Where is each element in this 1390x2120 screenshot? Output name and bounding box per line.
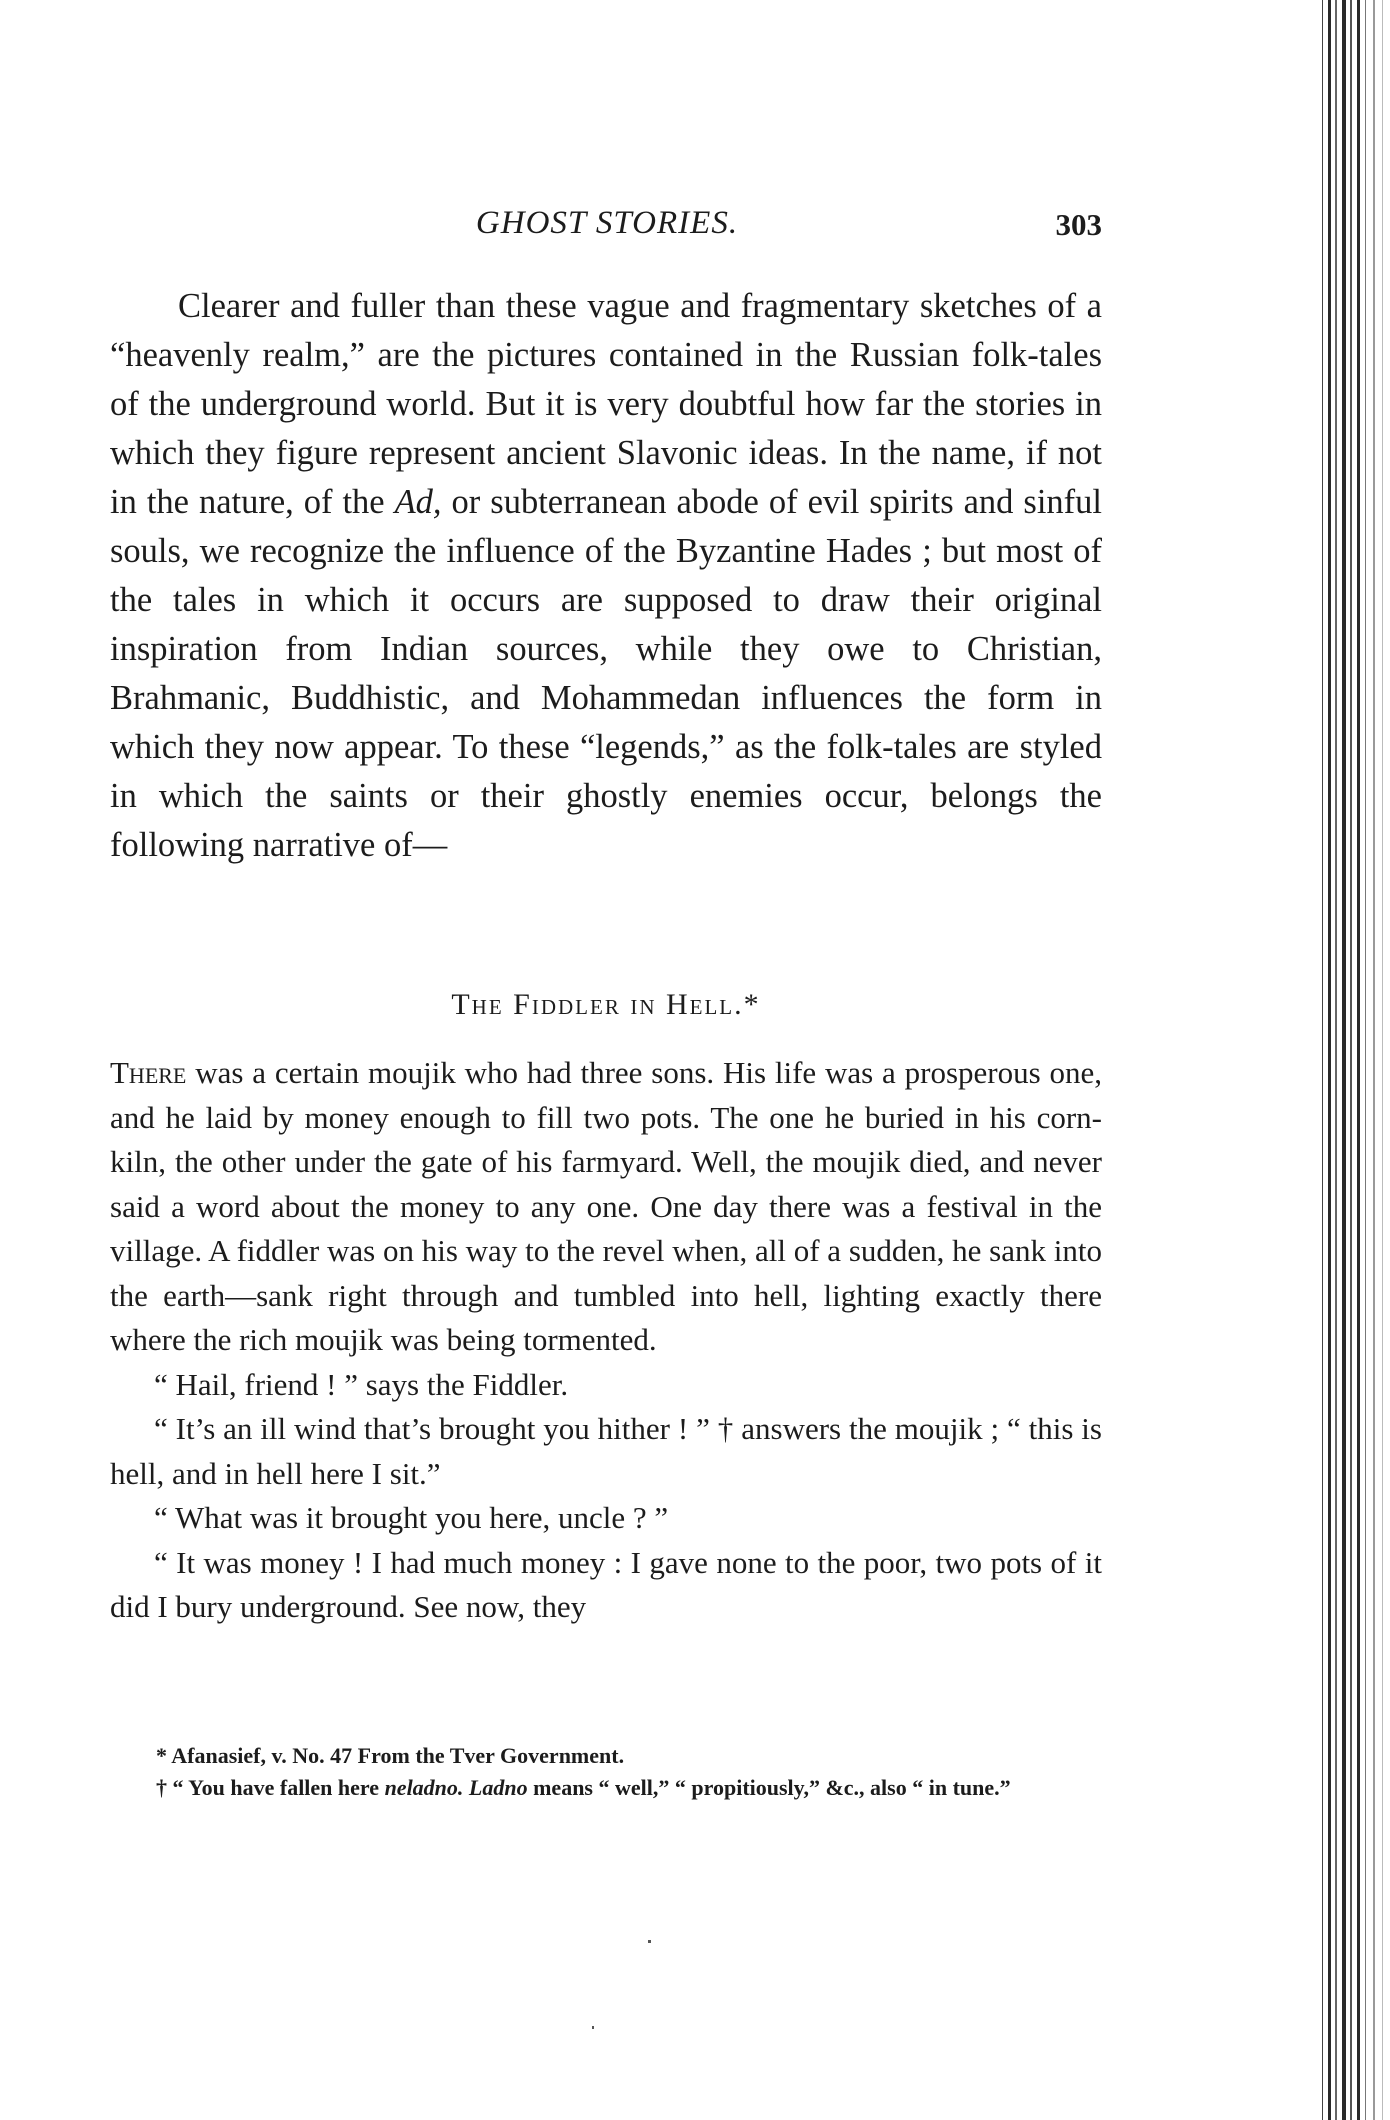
dialogue-line: “ It was money ! I had much money : I gave none to the poor, two pots of it did I bury underground. See now, they (110, 1544, 1102, 1624)
footnote-2 (112, 1772, 1102, 1804)
footnotes (112, 1740, 1102, 1804)
story-text (110, 1051, 1102, 1630)
dialogue-line: “ It’s an ill wind that’s brought you hither ! ” † answers the moujik ; “ this is hell, and in hell here I sit.” (110, 1411, 1102, 1491)
lead-in-word: There (110, 1055, 187, 1090)
binding-line (1365, 0, 1366, 2120)
binding-line (1350, 0, 1352, 2120)
story-paragraph (110, 1051, 1102, 1363)
binding-line (1322, 0, 1323, 2120)
story-paragraph-text: was a certain moujik who had three sons. His life was a prosperous one, and he laid by money enough to fill two pots. The one he buried in his corn-kiln, the other under the gate of his farmyard. Well, the moujik died, and never said a word about the money to any one. One day there was a festival in the village. A fiddler was on his way to the revel when, all of a sudden, he sank into the earth—sank right through and tumbled into hell, lighting exactly there where the rich moujik was being tormented. (110, 1055, 1102, 1357)
footnote-text: “ You have fallen here (172, 1775, 385, 1800)
binding-line (1357, 0, 1360, 2120)
footnote-term: neladno. (384, 1775, 464, 1800)
intro-text-part-2: or subterranean abode of evil spirits and sinful souls, we recognize the influence of the Byzantine Hades ; but most of the tales in which it occurs are supposed to draw their original inspiration from Indian sources, while they owe to Christian, Brahmanic, Buddhistic, and Mohammedan influences the form in which they now appear. To these “legends,” as the folk-tales are styled in which the saints or their ghostly enemies occur, belongs the following narrative of— (110, 483, 1102, 864)
footnote-text: means “ well,” “ propitiously,” &c., also “ in tune.” (527, 1775, 1011, 1800)
dialogue-line: “ What was it brought you here, uncle ? ” (154, 1500, 669, 1535)
intro-text-part-1: Clearer and fuller than these vague and fragmentary sketches of a “heavenly realm,” are the pictures contained in the Russian folk-tales of the underground world. But it is very doubtful how far the stories in which they figure represent ancient Slavonic ideas. In the name, if not in the nature, of the (110, 287, 1102, 521)
intro-paragraph (110, 282, 1102, 870)
footnote-marker: * (156, 1743, 167, 1768)
binding-edge (1318, 0, 1390, 2120)
footnote-text: Afanasief, v. No. 47 From the Tver Government. (171, 1743, 625, 1768)
stray-mark (592, 2026, 594, 2029)
section-heading: The Fiddler in Hell.* (451, 988, 761, 1021)
binding-line (1382, 0, 1383, 2120)
running-header (112, 205, 1102, 255)
stray-mark (648, 1940, 651, 1943)
dialogue-line: “ Hail, friend ! ” says the Fiddler. (154, 1366, 569, 1402)
binding-line (1328, 0, 1331, 2120)
footnote-marker: † (156, 1775, 167, 1800)
binding-line (1342, 0, 1346, 2120)
running-title: GHOST STORIES. (475, 205, 739, 241)
intro-text (110, 282, 1102, 870)
ad-term: Ad, (394, 483, 442, 521)
footnote-term: Ladno (468, 1775, 528, 1800)
footnote-1 (112, 1740, 1102, 1772)
binding-line (1335, 0, 1337, 2120)
page-number: 303 (1055, 207, 1102, 242)
binding-line (1373, 0, 1375, 2120)
